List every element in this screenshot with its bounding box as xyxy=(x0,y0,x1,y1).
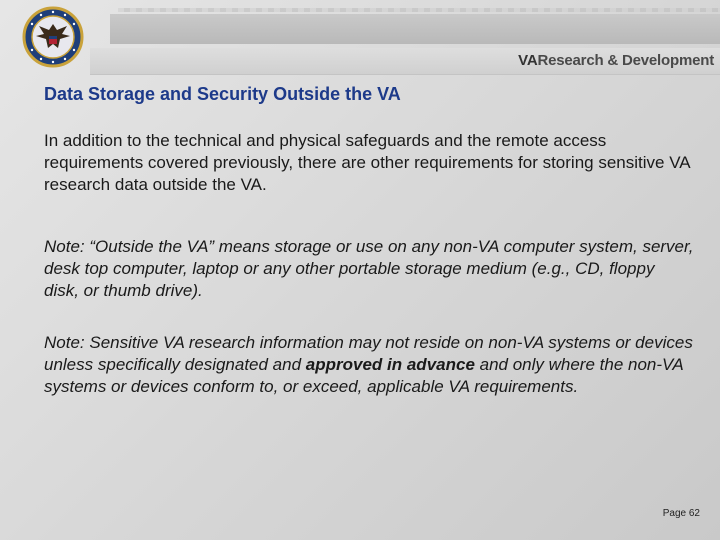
va-seal-icon xyxy=(12,6,94,68)
note-text-part2: and only where the non-VA systems or devices conform to, or exceed, applicable VA requirements. xyxy=(44,355,684,396)
page-number: Page 62 xyxy=(662,508,700,519)
intro-paragraph: In addition to the technical and physical safeguards and the remote access requirements covered previously, there are other requirements for storing sensitive VA research data outside the VA. xyxy=(44,131,690,194)
brand-prefix: VA xyxy=(518,52,538,69)
brand-logo xyxy=(518,52,714,72)
header-band xyxy=(110,14,720,44)
brand-name: Research & Development xyxy=(537,52,714,69)
slide-title: Data Storage and Security Outside the VA xyxy=(44,84,401,104)
note-emphasis: approved in advance xyxy=(305,355,475,374)
note-outside-va: Note: “Outside the VA” means storage or use on any non-VA computer system, server, desk top computer, laptop or any other portable storage medium (e.g., CD, floppy disk, or thumb drive). xyxy=(44,237,694,300)
note-sensitive-info xyxy=(44,332,694,398)
note-text-part1: Note: Sensitive VA research information may not reside on non-VA systems or devices unless specifically designated and xyxy=(44,333,693,374)
header-stripes xyxy=(118,8,720,12)
